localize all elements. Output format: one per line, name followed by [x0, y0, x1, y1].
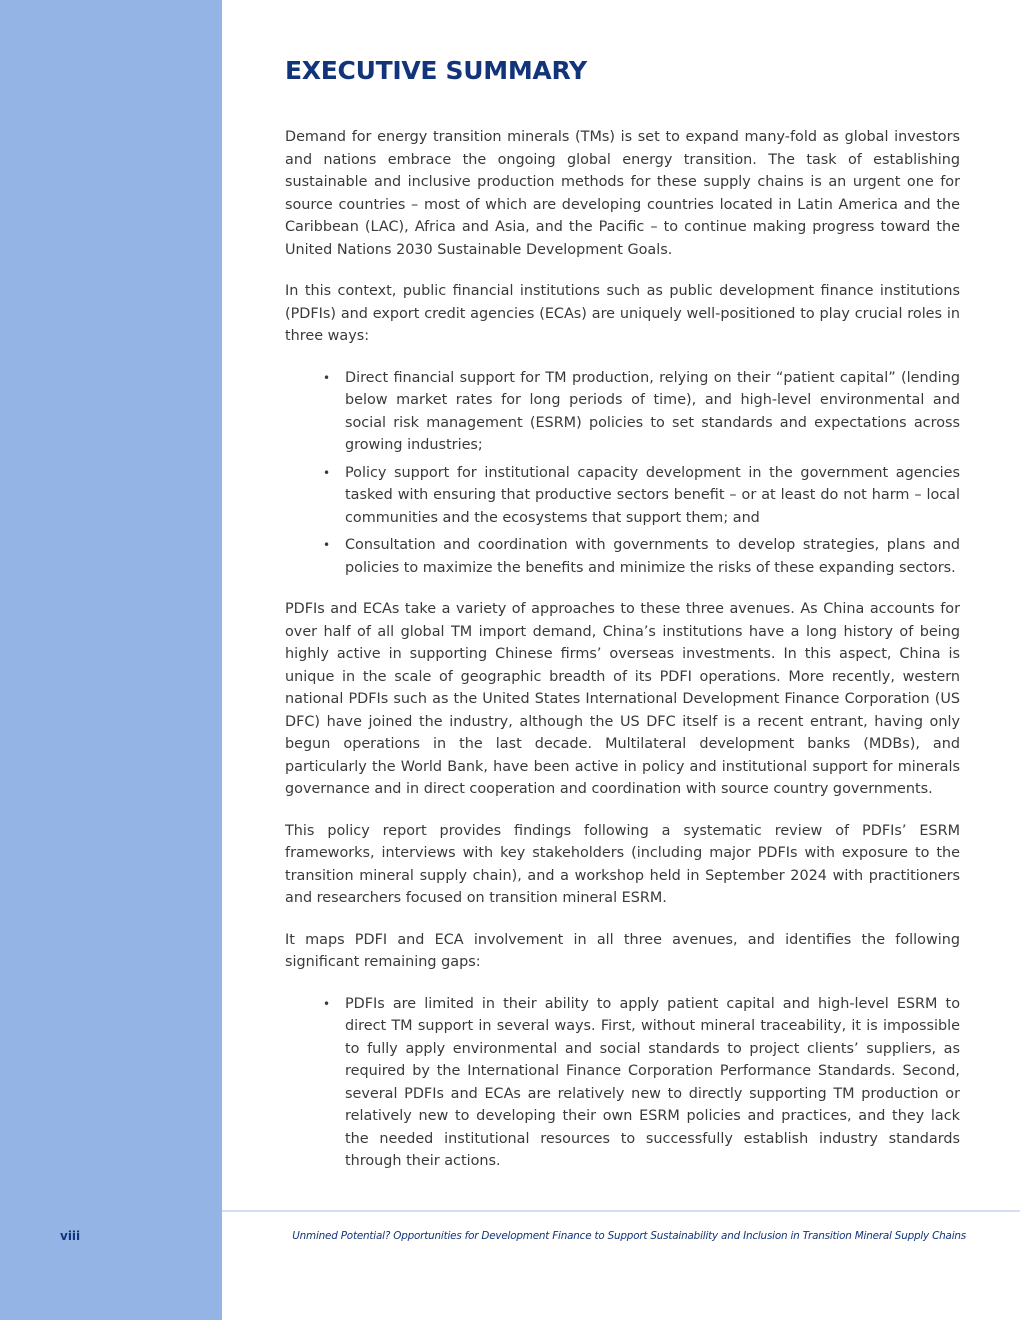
paragraph-1: Demand for energy transition minerals (TMs) is set to expand many-fold as global investors and nations embrace the ongoing global energy transition. The task of establishing sustainable and inclusive production methods for these supply chains is an urgent one for source countries – most of which are developing countries located in Latin America and the Caribbean (LAC), Africa and Asia, and the Pacific – to continue making progress toward the United Nations 2030 Sustainable Development Goals. [285, 129, 960, 258]
list-item-text: Policy support for institutional capacity development in the government agencies tasked with ensuring that productive sectors benefit – or at least do not harm – local communities and the ecosystems that support them; and [345, 464, 960, 526]
summary-body [285, 126, 960, 1176]
bullet-icon: • [323, 465, 331, 480]
bullet-icon: • [323, 370, 331, 385]
list-item-text: PDFIs are limited in their ability to apply patient capital and high-level ESRM to direct TM support in several ways. First, without mineral traceability, it is impossible to fully apply environmental and social standards to project clients’ suppliers, as required by the International Finance Corporation Performance Standards. Second, several PDFIs and ECAs are relatively new to directly supporting TM production or relatively new to developing their own ESRM policies and practices, and they lack the needed institutional resources to successfully establish industry standards through their actions. [345, 995, 960, 1169]
left-sidebar-band [0, 0, 222, 1320]
content-area [285, 0, 965, 1176]
page-number: viii [60, 1229, 81, 1243]
list-item [323, 462, 960, 530]
footer-report-title: Unmined Potential? Opportunities for Development Finance to Support Sustainability and Inclusion in Transition Mineral Supply Chains [292, 1230, 966, 1242]
list-item [323, 534, 960, 579]
roles-list [285, 367, 960, 580]
paragraph-5: It maps PDFI and ECA involvement in all three avenues, and identifies the following significant remaining gaps: [285, 931, 960, 970]
bullet-icon: • [323, 996, 331, 1011]
paragraph-2: In this context, public financial institutions such as public development finance institutions (PDFIs) and export credit agencies (ECAs) are uniquely well-positioned to play crucial roles in three ways: [285, 283, 960, 344]
paragraph-3: PDFIs and ECAs take a variety of approaches to these three avenues. As China accounts for over half of all global TM import demand, China’s institutions have a long history of being highly active in supporting Chinese firms’ overseas investments. In this aspect, China is unique in the scale of geographic breadth of its PDFI operations. More recently, western national PDFIs such as the United States International Development Finance Corporation (US DFC) have joined the industry, although the US DFC itself is a recent entrant, having only begun operations in the last decade. Multilateral development banks (MDBs), and particularly the World Bank, have been active in policy and institutional support for minerals governance and in direct cooperation and coordination with source country governments. [285, 601, 960, 797]
footer-divider [222, 1210, 1020, 1212]
page-title: EXECUTIVE SUMMARY [285, 56, 587, 85]
list-item [323, 367, 960, 457]
bullet-icon: • [323, 538, 331, 552]
gaps-list [285, 993, 960, 1177]
list-item-text: Direct financial support for TM production, relying on their “patient capital” (lending below market rates for long periods of time), and high-level environmental and social risk management (ESRM) policies to set standards and expectations across growing industries; [345, 369, 960, 453]
list-item [323, 993, 960, 1173]
paragraph-4: This policy report provides findings following a systematic review of PDFIs’ ESRM frameworks, interviews with key stakeholders (including major PDFIs with exposure to the transition mineral supply chain), and a workshop held in September 2024 with practitioners and researchers focused on transition mineral ESRM. [285, 822, 960, 906]
list-item-text: Consultation and coordination with governments to develop strategies, plans and policies to maximize the benefits and minimize the risks of these expanding sectors. [345, 537, 960, 576]
